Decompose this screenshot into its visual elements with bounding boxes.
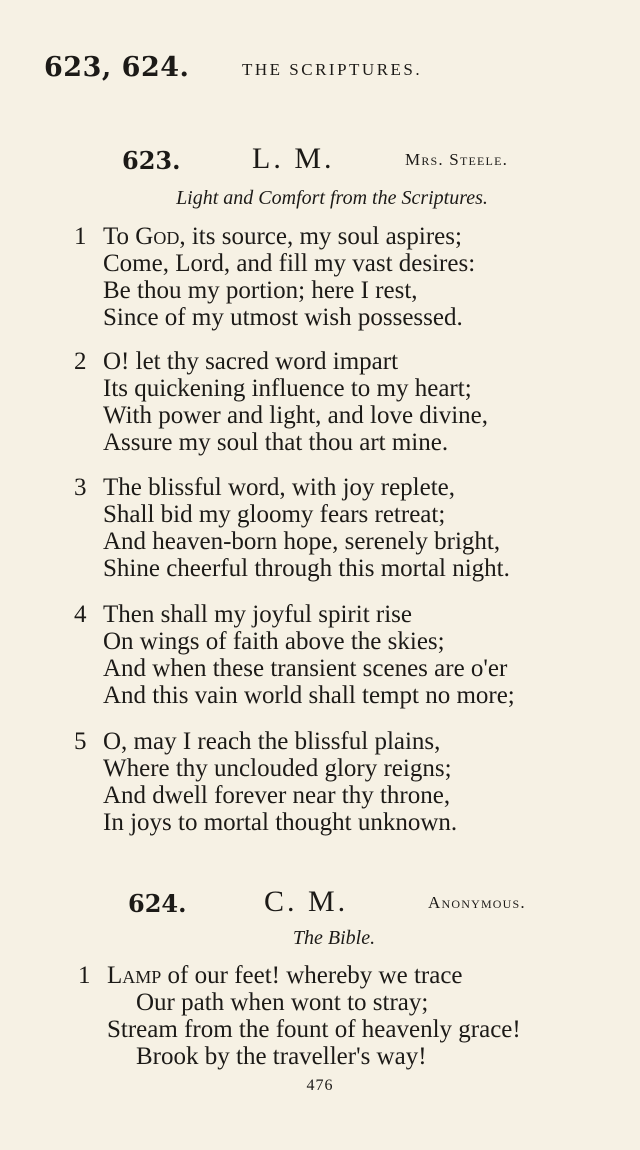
verse-line: To God, its source, my soul aspires; — [103, 223, 462, 250]
running-head — [44, 52, 604, 86]
verse-line: Our path when wont to stray; — [136, 989, 429, 1016]
verse-line: Assure my soul that thou art mine. — [103, 429, 449, 456]
verse-line: In joys to mortal thought unknown. — [103, 809, 458, 836]
verse-line: O! let thy sacred word impart — [103, 348, 399, 375]
verse-line: Stream from the fount of heavenly grace! — [107, 1016, 521, 1043]
verse-line: Shine cheerful through this mortal night. — [103, 555, 510, 582]
verse-line: Lamp of our feet! whereby we trace — [107, 962, 463, 989]
hymn-623-heading — [0, 142, 640, 182]
verse-line: Where thy unclouded glory reigns; — [103, 755, 452, 782]
verse-line: O, may I reach the blissful plains, — [103, 728, 441, 755]
running-head-numbers: 623, 624. — [44, 52, 190, 83]
verse-line: Be thou my portion; here I rest, — [103, 277, 418, 304]
verse-line: Shall bid my gloomy fears retreat; — [103, 501, 446, 528]
stanza-number: 3 — [74, 474, 87, 501]
verse-line: With power and light, and love divine, — [103, 402, 489, 429]
verse-line: And heaven-born hope, serenely bright, — [103, 528, 501, 555]
verse-line: Since of my utmost wish possessed. — [103, 304, 463, 331]
hymn-number: 624. — [128, 889, 187, 918]
stanza-number: 5 — [74, 728, 87, 755]
hymn-author: Anonymous. — [428, 893, 526, 912]
hymn-subtitle: The Bible. — [292, 927, 376, 949]
hymn-624-heading — [0, 885, 640, 925]
hymn-subtitle: Light and Comfort from the Scriptures. — [176, 187, 488, 209]
verse-line: Its quickening influence to my heart; — [103, 375, 472, 402]
stanza-number: 1 — [74, 223, 87, 250]
running-head-title: THE SCRIPTURES. — [242, 60, 423, 79]
stanza-number: 4 — [74, 601, 87, 628]
verse-line: The blissful word, with joy replete, — [103, 474, 456, 501]
hymn-meter: L. M. — [252, 142, 335, 175]
verse-line: Brook by the traveller's way! — [136, 1043, 427, 1070]
page-number: 476 — [306, 1077, 334, 1094]
verse-line: And dwell forever near thy throne, — [103, 782, 451, 809]
verse-line: Then shall my joyful spirit rise — [103, 601, 412, 628]
verse-line: And this vain world shall tempt no more; — [103, 682, 515, 709]
stanza-number: 2 — [74, 348, 87, 375]
verse-line: On wings of faith above the skies; — [103, 628, 445, 655]
hymn-meter: C. M. — [264, 885, 349, 918]
hymn-author: Mrs. Steele. — [405, 150, 509, 169]
stanza-number: 1 — [78, 962, 91, 989]
verse-line: Come, Lord, and fill my vast desires: — [103, 250, 476, 277]
hymn-number: 623. — [122, 146, 181, 175]
verse-line: And when these transient scenes are o'er — [103, 655, 508, 682]
